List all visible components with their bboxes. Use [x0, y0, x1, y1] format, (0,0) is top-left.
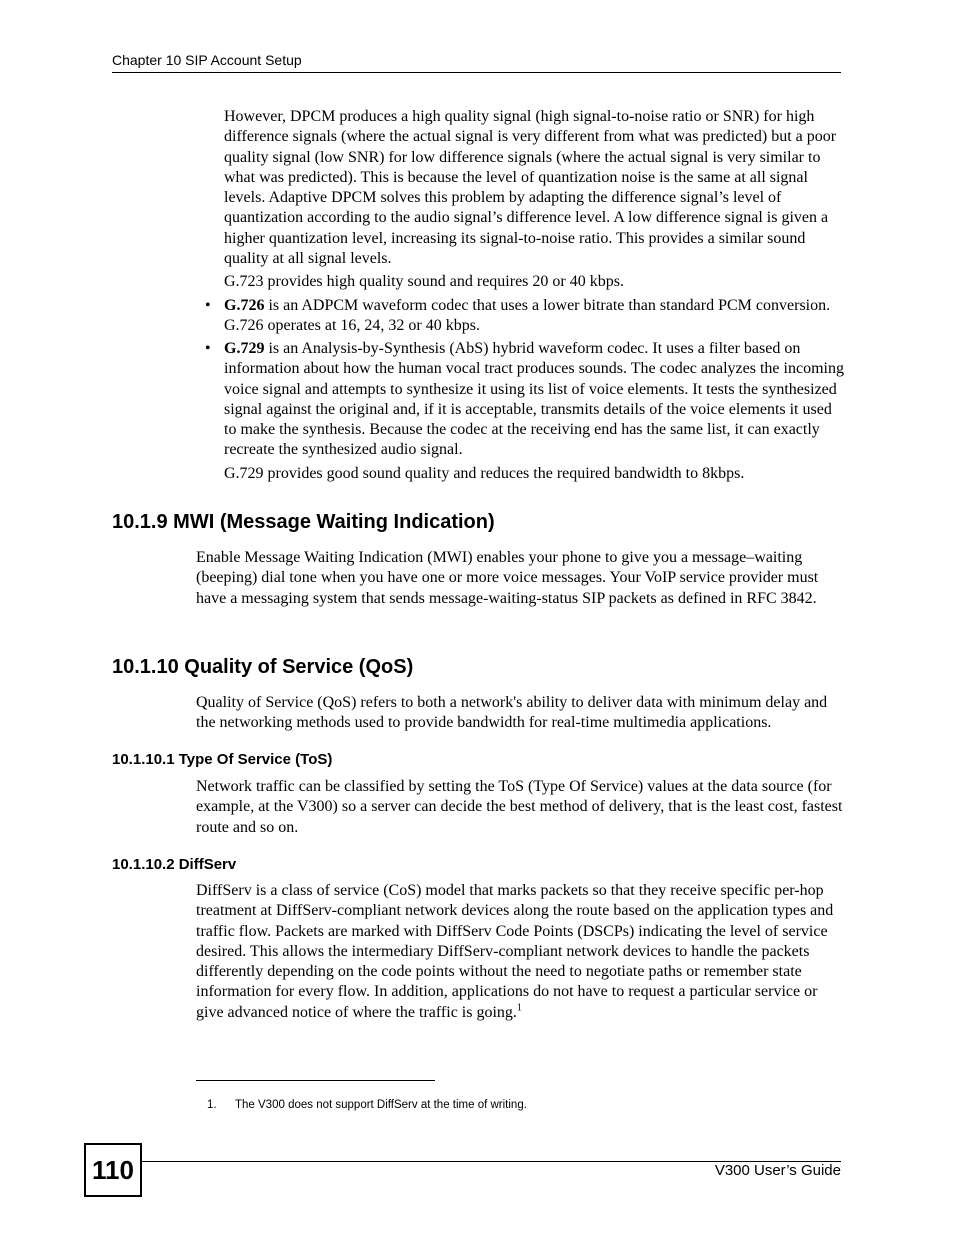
running-header: Chapter 10 SIP Account Setup: [112, 52, 302, 68]
codec-description: is an Analysis-by-Synthesis (AbS) hybrid waveform codec. It uses a filter based on information about how the human vocal tract produces sounds. The codec analyzes the incoming voice signal and attempts to synthesize it using its list of voice elements. It tests the synthesized signal against the original and, if it is acceptable, transmits details of the voice elements it used to make the synthesis. Because the codec at the receiving end has the same list, it can exactly recreate the synthesized audio signal.: [224, 340, 844, 459]
g723-paragraph: However, DPCM produces a high quality signal (high signal-to-noise ratio or SNR) for high difference signals (where the actual signal is very different from what was predicted) but a poor quality signal (low SNR) for low difference signals (where the actual signal is very similar to what was predicted). This is because the level of quantization noise is the same at all signal levels. Adaptive DPCM solves this problem by adapting the difference signal’s level of quantization according to the audio signal’s difference level. A low difference signal is given a higher quantization level, increasing its signal-to-noise ratio. This provides a similar sound quality at all signal levels.: [224, 108, 837, 268]
footnote-number: 1.: [207, 1099, 217, 1111]
bullet-g729-mark: •: [205, 340, 211, 357]
tos-body: Network traffic can be classified by setting the ToS (Type Of Service) values at the data source (for example, at the V300) so a server can decide the best method of delivery, that is the least cost, fastest route and so on.: [196, 778, 843, 836]
g729-summary: G.729 provides good sound quality and reduces the required bandwidth to 8kbps.: [224, 465, 745, 482]
bullet-g729: [224, 339, 844, 461]
g723-summary: G.723 provides high quality sound and requires 20 or 40 kbps.: [224, 273, 624, 290]
diffserv-heading: 10.1.10.2 DiffServ: [112, 856, 237, 873]
diffserv-text: DiffServ is a class of service (CoS) model that marks packets so that they receive specific per-hop treatment at DiffServ-compliant network devices along the route based on the application types and traffic flow. Packets are marked with DiffServ Code Points (DSCPs) indicating the level of service desired. This allows the intermediary DiffServ-compliant network devices to handle the packets differently depending on the code points without the need to negotiate paths or remember state information for every flow. In addition, applications do not have to request a particular service or give advanced notice of where the traffic is going.: [196, 882, 834, 1021]
footnote-reference[interactable]: 1: [516, 1002, 522, 1014]
qos-heading: 10.1.10 Quality of Service (QoS): [112, 656, 414, 678]
page-number: 110: [84, 1143, 142, 1197]
mwi-heading: 10.1.9 MWI (Message Waiting Indication): [112, 511, 495, 533]
qos-body: Quality of Service (QoS) refers to both a network's ability to deliver data with minimum delay and the networking methods used to provide bandwidth for real-time multimedia applications.: [196, 694, 828, 732]
header-rule: [112, 72, 841, 73]
codec-description: is an ADPCM waveform codec that uses a lower bitrate than standard PCM conversion. G.726 operates at 16, 24, 32 or 40 kbps.: [224, 297, 831, 335]
footnote-text: The V300 does not support DiffServ at the time of writing.: [235, 1099, 527, 1111]
codec-term: G.726: [224, 297, 265, 314]
codec-term: G.729: [224, 340, 265, 357]
guide-title: V300 User’s Guide: [714, 1162, 841, 1179]
footnote-rule: [196, 1080, 435, 1081]
diffserv-body: [196, 881, 846, 1023]
tos-heading: 10.1.10.1 Type Of Service (ToS): [112, 751, 333, 768]
mwi-body: Enable Message Waiting Indication (MWI) enables your phone to give you a message–waiting (beeping) dial tone when you have one or more voice messages. Your VoIP service provider must have a messaging system that sends message-waiting-status SIP packets as defined in RFC 3842.: [196, 549, 819, 607]
bullet-g726-mark: •: [205, 297, 211, 314]
bullet-g726: [224, 296, 844, 337]
